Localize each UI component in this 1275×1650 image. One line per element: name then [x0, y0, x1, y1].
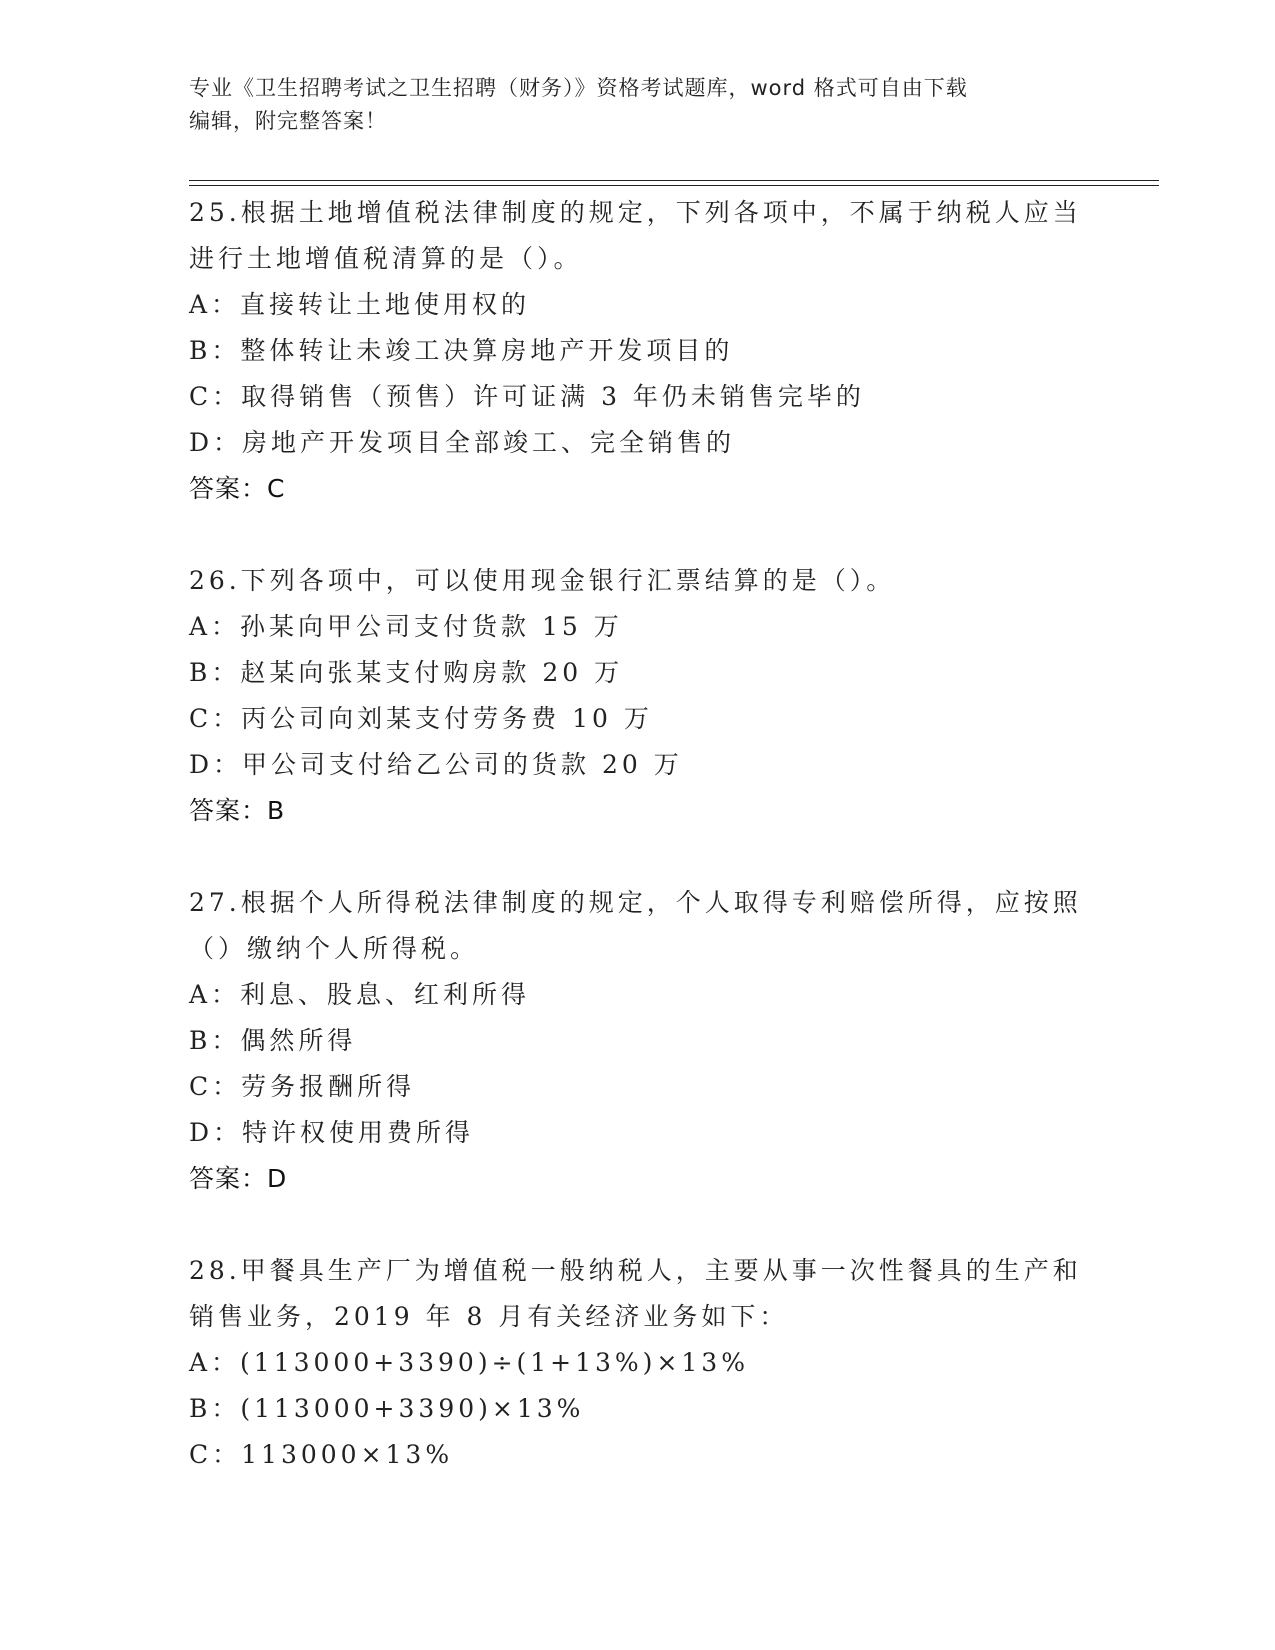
question-stem-line: 27.根据个人所得税法律制度的规定，个人取得专利赔偿所得，应按照	[189, 888, 1082, 917]
option-c: C：丙公司向刘某支付劳务费 10 万	[189, 704, 653, 733]
question-stem-line: 28.甲餐具生产厂为增值税一般纳税人，主要从事一次性餐具的生产和	[189, 1256, 1082, 1285]
option-a: A：孙某向甲公司支付货款 15 万	[189, 612, 623, 641]
option-a: A：利息、股息、红利所得	[189, 980, 531, 1009]
option-c: C：劳务报酬所得	[189, 1072, 416, 1101]
option-c: C：113000×13%	[189, 1440, 454, 1469]
header-line-1: 专业《卫生招聘考试之卫生招聘（财务）》资格考试题库，word 格式可自由下载	[189, 76, 968, 100]
option-d: D：房地产开发项目全部竣工、完全销售的	[189, 428, 736, 457]
question-spacer	[189, 512, 1089, 558]
option-d: D：特许权使用费所得	[189, 1118, 475, 1147]
question-stem-line: （）缴纳个人所得税。	[189, 934, 480, 963]
option-a: A：直接转让土地使用权的	[189, 290, 531, 319]
option-b: B：赵某向张某支付购房款 20 万	[189, 658, 624, 687]
option-b: B：整体转让未竣工决算房地产开发项目的	[189, 336, 734, 365]
answer-label: 答案：D	[189, 1164, 288, 1193]
question-spacer	[189, 834, 1089, 880]
header-divider-bottom	[189, 185, 1159, 186]
question-27	[189, 880, 1089, 1202]
document-header	[189, 72, 1089, 138]
question-stem-line: 25.根据土地增值税法律制度的规定，下列各项中，不属于纳税人应当	[189, 198, 1082, 227]
question-spacer	[189, 1202, 1089, 1248]
option-a: A：(113000+3390)÷(1+13%)×13%	[189, 1348, 749, 1377]
question-stem-line: 销售业务，2019 年 8 月有关经济业务如下：	[189, 1302, 789, 1331]
question-stem-line: 进行土地增值税清算的是（）。	[189, 244, 583, 273]
answer-label: 答案：C	[189, 474, 286, 503]
header-divider-top	[189, 180, 1159, 181]
question-25	[189, 190, 1089, 512]
question-stem-line: 26.下列各项中，可以使用现金银行汇票结算的是（）。	[189, 566, 896, 595]
option-d: D：甲公司支付给乙公司的货款 20 万	[189, 750, 683, 779]
question-list	[189, 190, 1089, 1478]
question-26	[189, 558, 1089, 834]
option-b: B：偶然所得	[189, 1026, 357, 1055]
header-line-2: 编辑，附完整答案！	[189, 109, 387, 133]
question-28	[189, 1248, 1089, 1478]
option-c: C：取得销售（预售）许可证满 3 年仍未销售完毕的	[189, 382, 865, 411]
answer-label: 答案：B	[189, 796, 286, 825]
option-b: B：(113000+3390)×13%	[189, 1394, 585, 1423]
